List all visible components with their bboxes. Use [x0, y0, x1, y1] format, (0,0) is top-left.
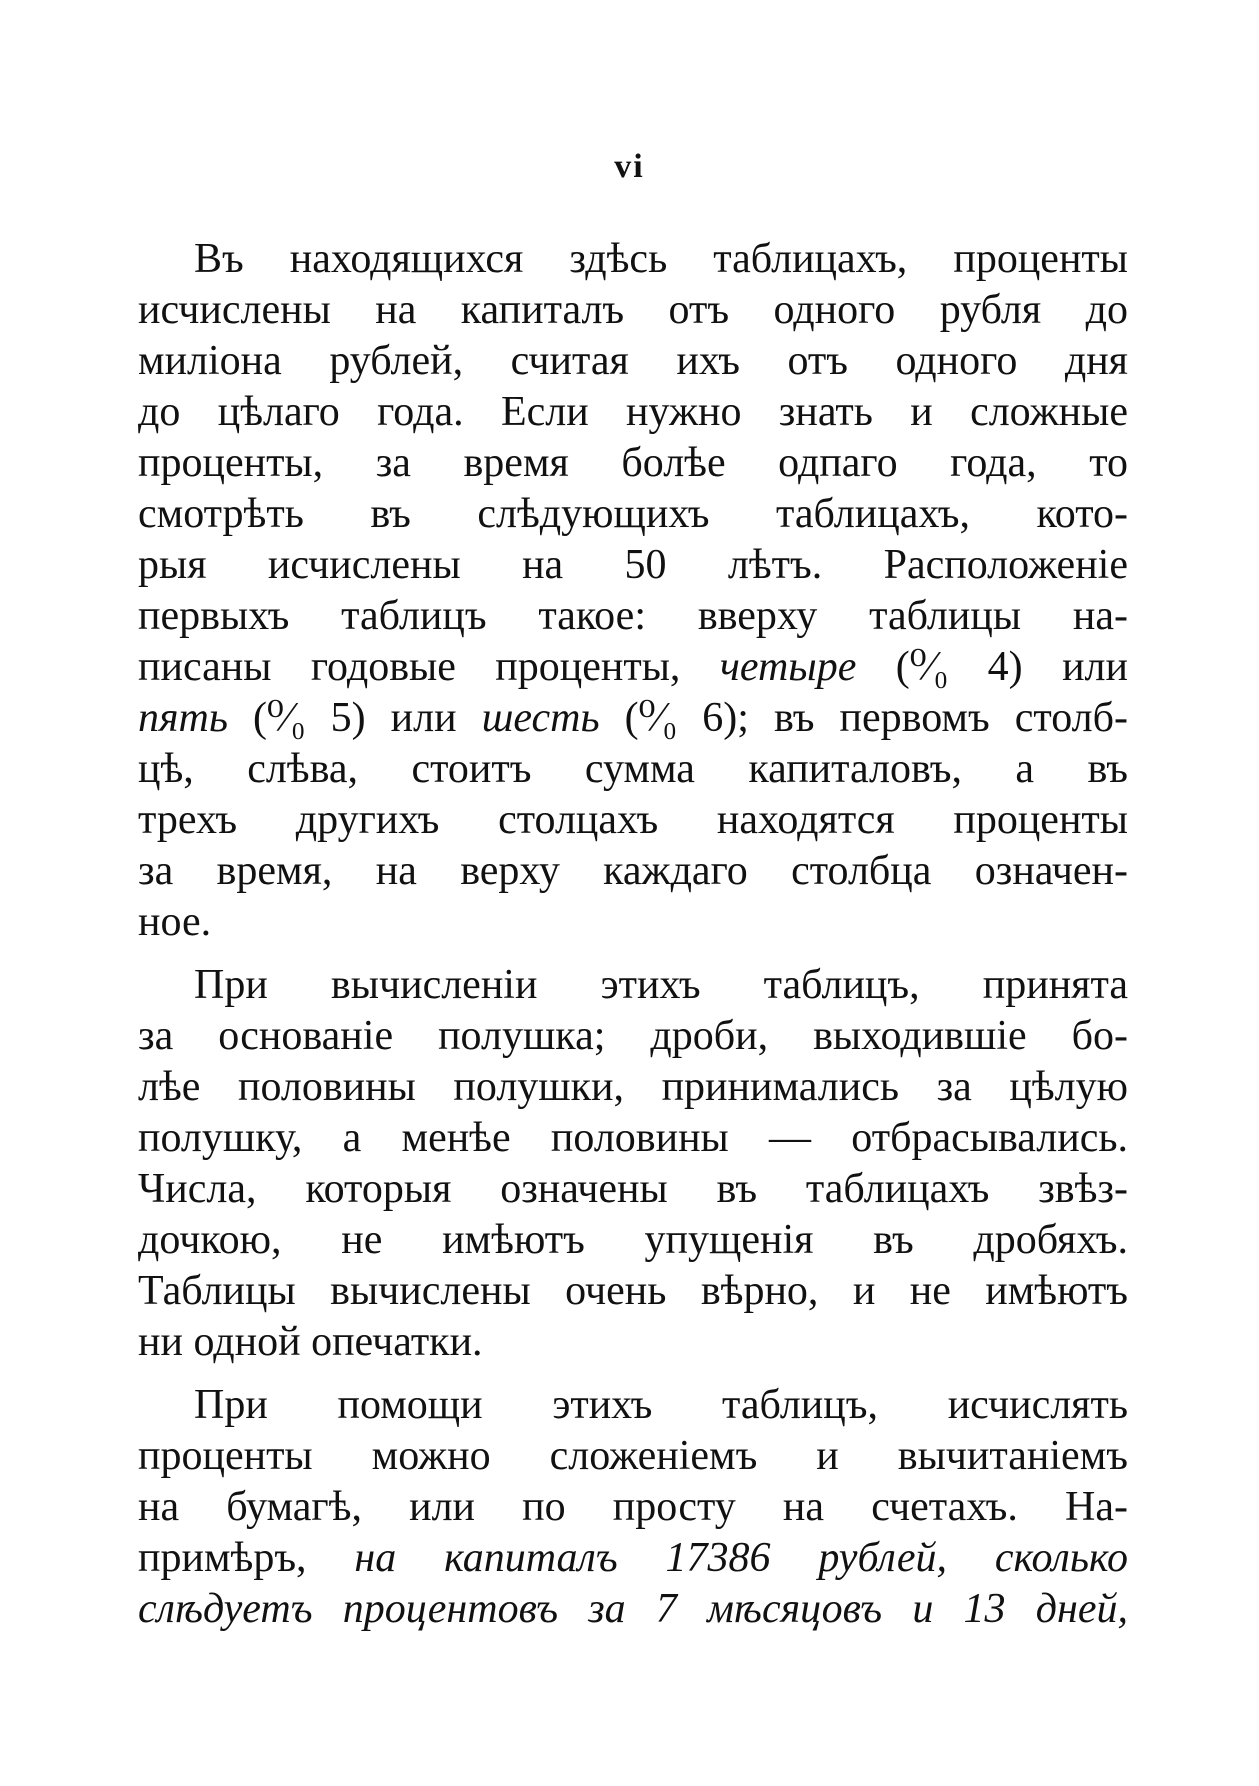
paragraph-1: [138, 234, 1128, 948]
text-segment: При вычисленіи этихъ таблицъ, принята: [194, 962, 1128, 1008]
text-line: [138, 1164, 1128, 1215]
text-segment: проценты, за время болѣе одпаго года, то: [138, 440, 1128, 486]
text-segment: (⁰⁄₀ 6); въ первомъ столб-: [599, 695, 1128, 741]
paragraph-gap: [138, 1368, 1128, 1380]
italic-segment: шесть: [481, 695, 600, 741]
text-line: [138, 540, 1128, 591]
text-line: [138, 642, 1128, 693]
text-line: [138, 387, 1128, 438]
text-line: [138, 1266, 1128, 1317]
paragraph-2: [138, 960, 1128, 1368]
text-segment: рыя исчислены на 50 лѣтъ. Расположеніе: [138, 542, 1128, 588]
page-number: vi: [614, 148, 645, 185]
text-line: [138, 1533, 1128, 1584]
text-segment: При помощи этихъ таблицъ, исчислять: [194, 1382, 1128, 1428]
text-segment: цѣ, слѣва, стоитъ сумма капиталовъ, а въ: [138, 746, 1128, 792]
text-segment: ное.: [138, 899, 212, 945]
text-line: [138, 1584, 1128, 1635]
text-line: [138, 1011, 1128, 1062]
text-line: [138, 1317, 1128, 1368]
text-segment: до цѣлаго года. Если нужно знать и сложные: [138, 389, 1128, 435]
text-segment: Въ находящихся здѣсь таблицахъ, проценты: [194, 236, 1128, 282]
text-line: [138, 438, 1128, 489]
text-segment: Числа, которыя означены въ таблицахъ звѣз-: [138, 1166, 1128, 1212]
text-segment: смотрѣть въ слѣдующихъ таблицахъ, кото-: [138, 491, 1128, 537]
text-segment: примѣръ,: [138, 1535, 355, 1581]
text-segment: миліона рублей, считая ихъ отъ одного дня: [138, 338, 1128, 384]
text-segment: за время, на верху каждаго столбца означен-: [138, 848, 1128, 894]
text-line: [138, 1431, 1128, 1482]
text-segment: проценты можно сложеніемъ и вычитаніемъ: [138, 1433, 1128, 1479]
text-segment: первыхъ таблицъ такое: вверху таблицы на-: [138, 593, 1128, 639]
text-segment: (⁰⁄₀ 5) или: [227, 695, 482, 741]
text-segment: (⁰⁄₀ 4) или: [856, 644, 1128, 690]
text-line: [138, 489, 1128, 540]
text-segment: лѣе половины полушки, принимались за цѣлую: [138, 1064, 1128, 1110]
text-line: [138, 1062, 1128, 1113]
text-line: [138, 1482, 1128, 1533]
text-line: [138, 960, 1128, 1011]
text-line: [138, 591, 1128, 642]
text-line: [138, 1113, 1128, 1164]
italic-segment: на капиталъ 17386 рублей, сколько: [354, 1535, 1128, 1581]
text-line: [138, 795, 1128, 846]
text-line: [138, 846, 1128, 897]
text-segment: полушку, а менѣе половины — отбрасывались.: [138, 1115, 1128, 1161]
text-segment: исчислены на капиталъ отъ одного рубля до: [138, 287, 1128, 333]
text-segment: на бумагѣ, или по просту на счетахъ. На-: [138, 1484, 1128, 1530]
italic-segment: пять: [138, 695, 228, 741]
text-line: [138, 897, 1128, 948]
text-line: [138, 234, 1128, 285]
text-segment: за основаніе полушка; дроби, выходившіе бо-: [138, 1013, 1128, 1059]
paragraph-3: [138, 1380, 1128, 1635]
italic-segment: четыре: [719, 644, 857, 690]
text-line: [138, 1215, 1128, 1266]
text-line: [138, 1380, 1128, 1431]
text-line: [138, 336, 1128, 387]
text-line: [138, 285, 1128, 336]
text-body: [138, 234, 1128, 1635]
text-line: [138, 744, 1128, 795]
text-segment: ни одной опечатки.: [138, 1319, 483, 1365]
text-segment: Таблицы вычислены очень вѣрно, и не имѣютъ: [138, 1268, 1128, 1314]
text-segment: писаны годовые проценты,: [138, 644, 720, 690]
italic-segment: слѣдуетъ процентовъ за 7 мѣсяцовъ и 13 дней,: [138, 1586, 1128, 1632]
text-line: [138, 693, 1128, 744]
text-segment: трехъ другихъ столцахъ находятся проценты: [138, 797, 1128, 843]
text-segment: дочкою, не имѣютъ упущенія въ дробяхъ.: [138, 1217, 1128, 1263]
paragraph-gap: [138, 948, 1128, 960]
